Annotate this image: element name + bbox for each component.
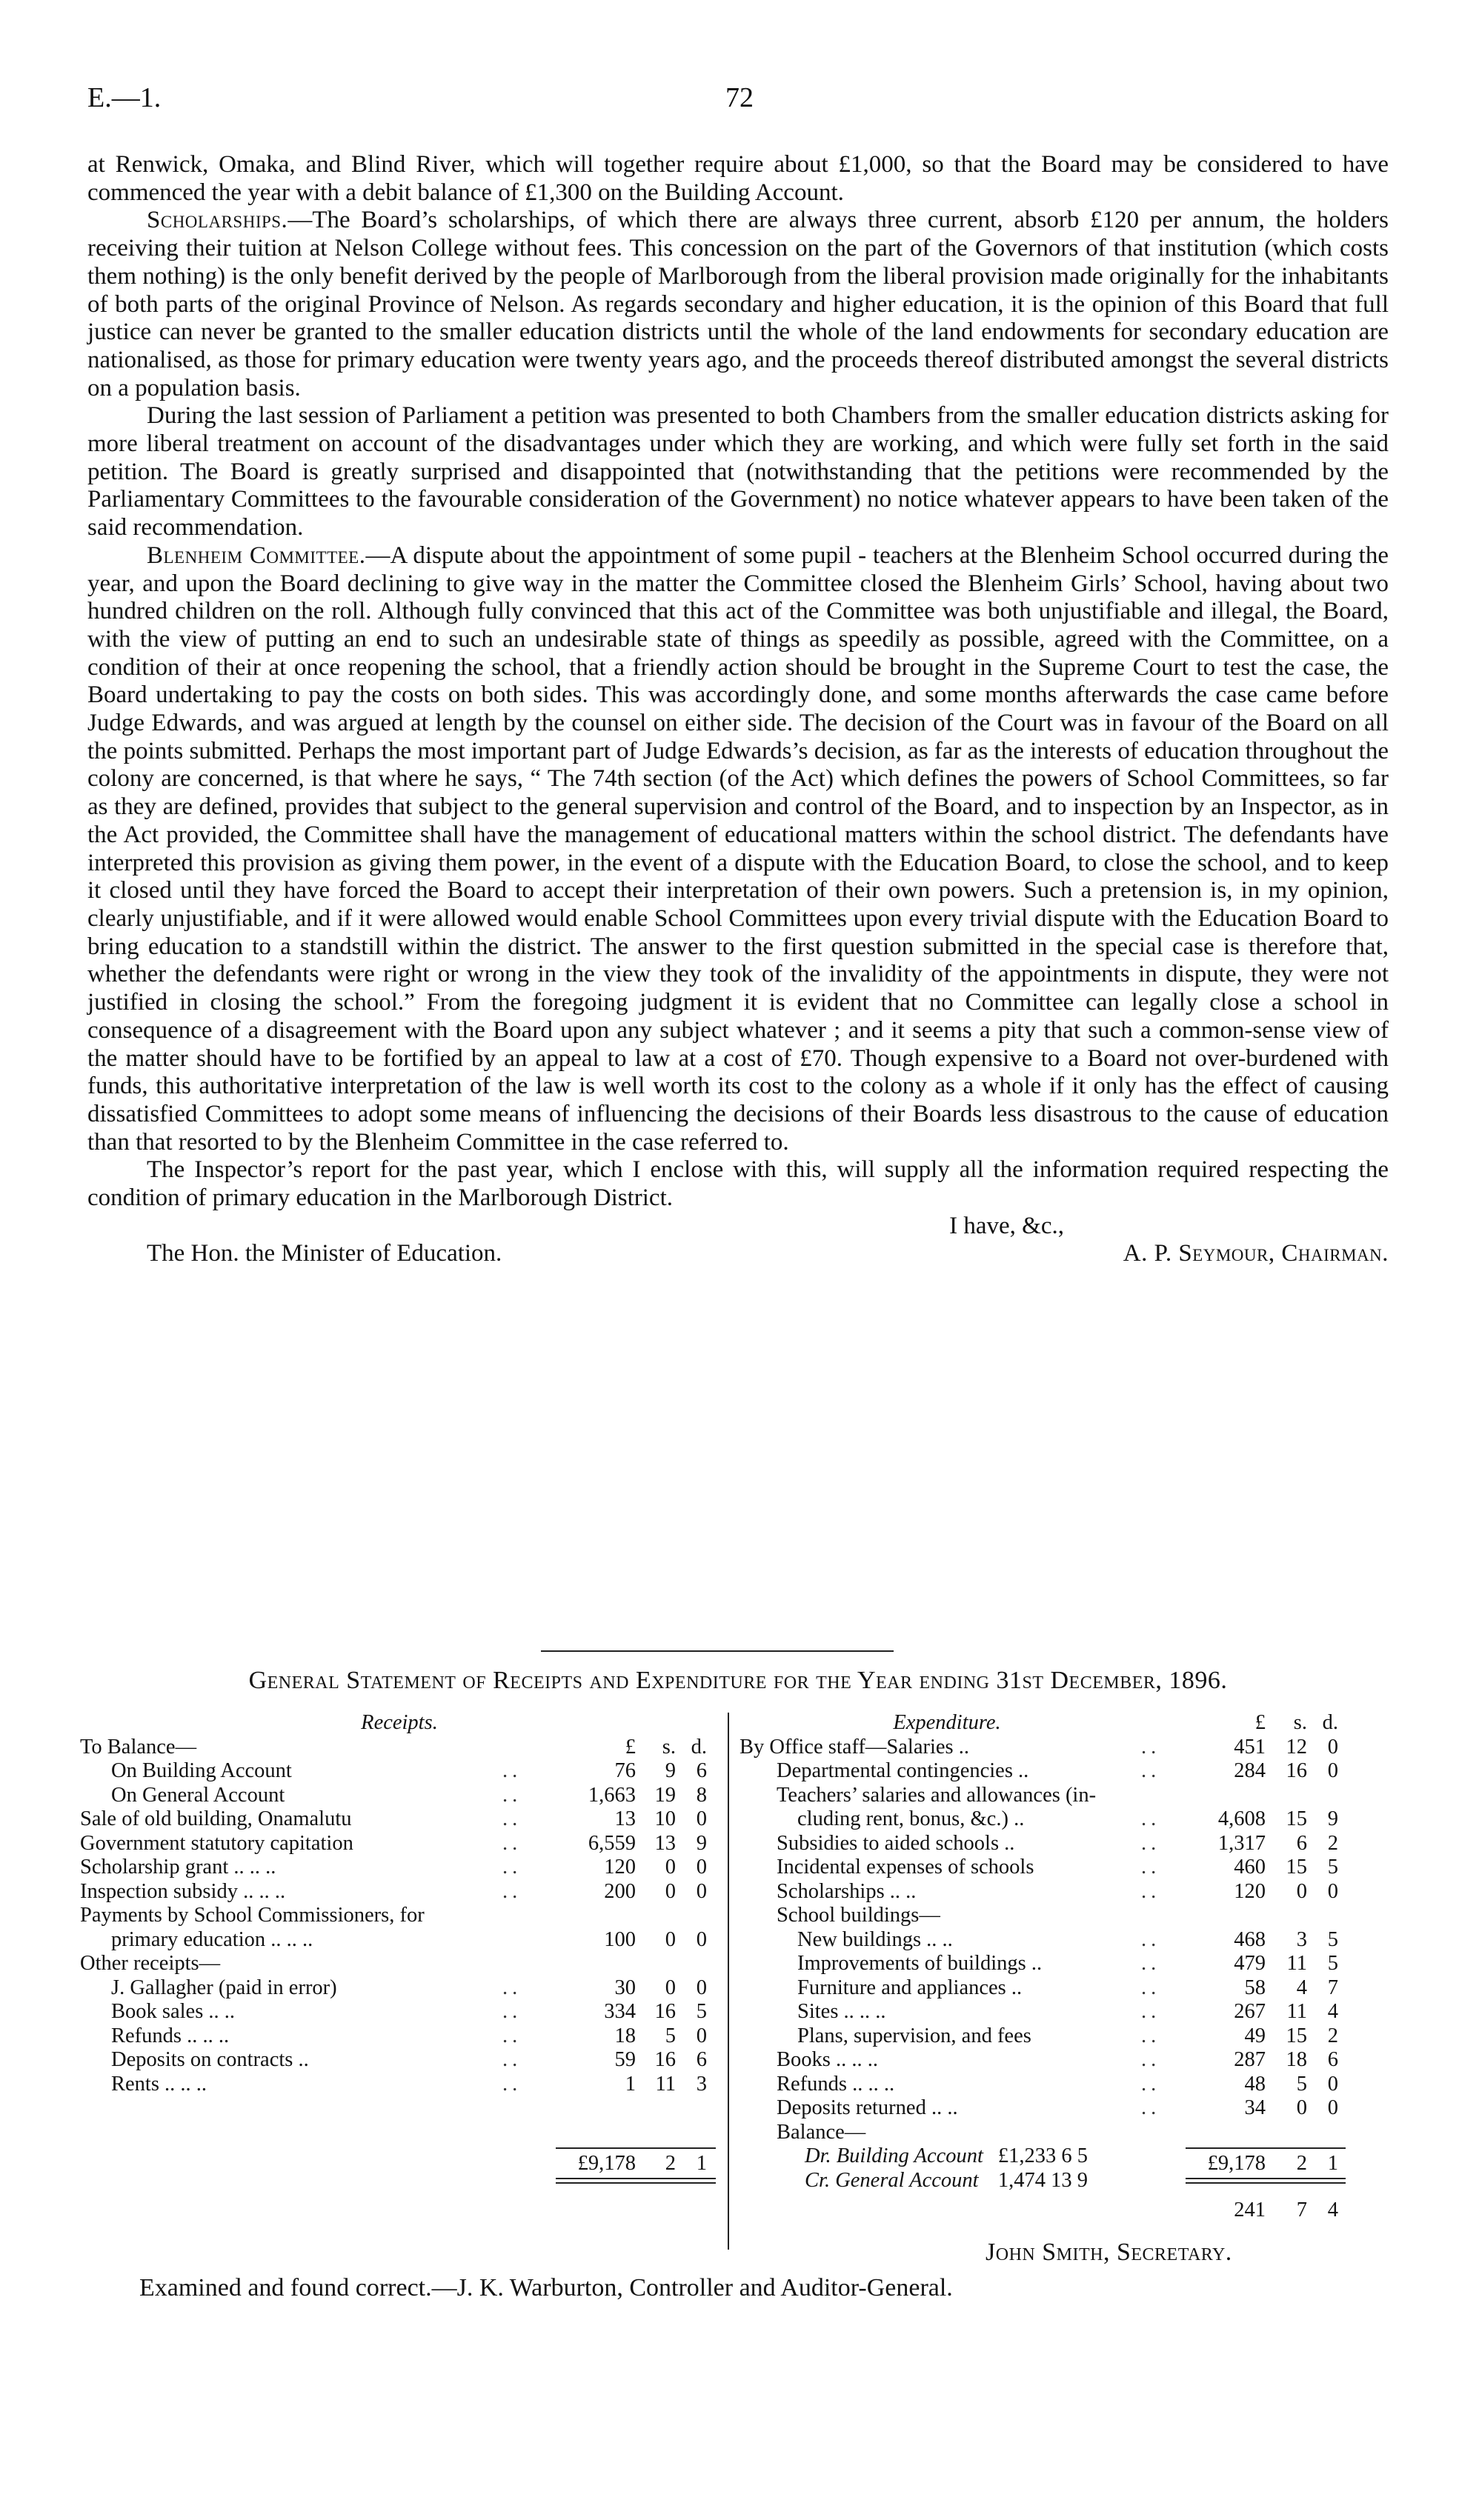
receipts-row-label: Other receipts—	[80, 1952, 221, 1975]
leader-dots: ..	[1141, 2048, 1161, 2071]
expenditure-amount-shillings: 11	[1286, 1952, 1307, 1975]
double-rule	[556, 2178, 716, 2184]
receipts-row	[80, 2073, 719, 2097]
receipts-row	[80, 1904, 719, 1928]
receipts-amount-pounds: 1,663	[588, 1783, 636, 1807]
receipts-amount-pence: 0	[696, 1879, 707, 1903]
receipts-row-label: Refunds .. .. ..	[111, 2024, 230, 2047]
receipts-header-pounds: £	[625, 1735, 636, 1759]
receipts-amount-pounds: 1	[625, 2072, 636, 2096]
paragraph-building-account: at Renwick, Omaka, and Blind River, which will together require about £1,000, so that the Board may be considered to have commenced the year with a debit balance of £1,300 on the Building Account.	[87, 151, 1389, 206]
leader-dots: ..	[1141, 1831, 1161, 1855]
expenditure-amount-pounds: 468	[1234, 1927, 1266, 1951]
expenditure-row	[740, 1976, 1399, 2001]
leader-dots: ..	[502, 1879, 522, 1903]
leader-dots: ..	[1141, 1952, 1161, 1975]
expenditure-amount-pounds: 287	[1234, 2048, 1266, 2071]
expenditure-row-label: Subsidies to aided schools ..	[777, 1831, 1015, 1855]
balance-total-pence: 4	[1327, 2199, 1338, 2221]
expenditure-amount-shillings: 16	[1286, 1759, 1307, 1782]
expenditure-amount-pence: 5	[1327, 1927, 1338, 1951]
expenditure-amount-shillings: 0	[1296, 2096, 1307, 2119]
expenditure-amount-shillings: 18	[1286, 2048, 1307, 2071]
leader-dots: ..	[502, 1831, 522, 1855]
expenditure-amount-pounds: 284	[1234, 1759, 1266, 1782]
expenditure-row-label: cluding rent, bonus, &c.) ..	[797, 1807, 1025, 1830]
expenditure-row	[740, 2096, 1399, 2121]
expenditure-header-shillings: s.	[1293, 1711, 1307, 1734]
receipts-row-label: Book sales .. ..	[111, 2000, 236, 2023]
expenditure-amount-shillings: 11	[1286, 2000, 1307, 2023]
leader-dots: ..	[502, 1976, 522, 1999]
expenditure-header-pounds: £	[1254, 1711, 1266, 1734]
receipts-amount-pence: 0	[696, 1976, 707, 1999]
receipts-row	[80, 1880, 719, 1904]
receipts-row	[80, 2024, 719, 2049]
leader-dots: ..	[1141, 1759, 1161, 1782]
receipts-amount-pence: 9	[696, 1831, 707, 1855]
paragraph-blenheim-committee: Blenheim Committee.—A dispute about the appointment of some pupil - teachers at the Blenheim School occurred during the year, and upon the Board declining to give way in the matter the Committee closed the Blenheim Girls’ School, having about two hundred children on the roll. Although fully convinced that this act of the Committee was both unjustifiable and illegal, the Board, with the view of putting an end to such an undesirable state of things as speedily as possible, agreed with the Committee, on a condition of their at once reopening the school, that a friendly action should be brought in the Supreme Court to test the case, the Board undertaking to pay the costs on both sides. This was accordingly done, and some months afterwards the case came before Judge Edwards, and was argued at length by the counsel on either side. The decision of the Court was in favour of the Board on all the points submitted. Perhaps the most important part of Judge Edwards’s decision, as far as the interests of education throughout the colony are concerned, is that where he says, “ The 74th section (of the Act) which defines the powers of School Committees, so far as they are defined, provides that subject to the general supervision and control of the Board, and to inspection by an Inspector, as in the Act provided, the Committee shall have the management of educational matters within the school district. The defendants have interpreted this provision as giving them power, in the event of a dispute with the Education Board, to close the school, and to keep it closed until they have forced the Board to accept their interpretation of their own powers. Such a pretension is, in my opinion, clearly unjustifiable, and if it were allowed would enable School Committees upon every trivial dispute with the Education Board to bring education to a standstill within the district. The answer to the first question submitted in the special case is therefore that, whether the defendants were right or wrong in the view they took of the invalidity of the appointments in dispute, they were not justified in closing the school.” From the foregoing judgment it is evident that no Committee can legally close a school in consequence of a disagreement with the Board upon any subject whatever ; and it seems a pity that such a common-sense view of the matter should have to be fortified by an appeal to law at a cost of £70. Though expensive to a Board not over-burdened with funds, this authoritative interpretation of the law is well worth its cost to the colony as a whole if it only has the effect of causing dissatisfied Committees to adopt some means of influencing the decisions of their Boards less disastrous to the cause of education than that resorted to by the Blenheim Committee in the case referred to.	[87, 541, 1389, 1156]
receipts-amount-shillings: 0	[665, 1879, 676, 1903]
section-heading: Scholarships.	[147, 207, 288, 234]
expenditure-header-pence: d.	[1322, 1711, 1338, 1734]
receipts-amount-pounds: 6,559	[588, 1831, 636, 1855]
receipts-amount-pence: 3	[696, 2072, 707, 2096]
balance-detail-amount: £1,233 6 5	[997, 2144, 1088, 2167]
receipts-amount-shillings: 0	[665, 1927, 676, 1951]
receipts-row	[80, 1759, 719, 1784]
receipts-row-label: On General Account	[111, 1783, 285, 1807]
receipts-amount-shillings: 16	[654, 2000, 676, 2023]
receipts-total-pounds: £9,178	[577, 2152, 636, 2175]
statement-table	[80, 1711, 1399, 2244]
page-number: 72	[725, 82, 754, 113]
expenditure-amount-pounds: 479	[1234, 1952, 1266, 1975]
expenditure-total	[740, 2152, 1399, 2176]
balance-total	[740, 2199, 1399, 2223]
expenditure-row-label: Balance—	[777, 2120, 866, 2144]
receipts-row-label: J. Gallagher (paid in error)	[111, 1976, 337, 1999]
receipts-heading: Receipts.	[361, 1711, 438, 1734]
expenditure-row	[740, 1807, 1399, 1832]
receipts-row	[80, 1807, 719, 1832]
receipts-amount-pounds: 18	[614, 2024, 636, 2047]
receipts-row-label: Deposits on contracts ..	[111, 2048, 309, 2071]
expenditure-amount-shillings: 15	[1286, 1856, 1307, 1879]
expenditure-amount-pounds: 58	[1244, 1976, 1266, 1999]
leader-dots: ..	[1141, 2072, 1161, 2096]
expenditure-amount-pounds: 120	[1234, 1879, 1266, 1903]
expenditure-amount-pounds: 460	[1234, 1856, 1266, 1879]
leader-dots: ..	[1141, 1856, 1161, 1879]
expenditure-row	[740, 2073, 1399, 2097]
expenditure-amount-shillings: 6	[1296, 1831, 1307, 1855]
expenditure-amount-pence: 5	[1327, 1856, 1338, 1879]
expenditure-amount-pounds: 1,317	[1217, 1831, 1266, 1855]
expenditure-row	[740, 1759, 1399, 1784]
balance-total-shillings: 7	[1296, 2199, 1307, 2221]
leader-dots: ..	[502, 1856, 522, 1879]
expenditure-amount-pence: 9	[1327, 1807, 1338, 1830]
expenditure-total-pounds: £9,178	[1207, 2152, 1266, 2175]
receipts-amount-shillings: 13	[654, 1831, 676, 1855]
expenditure-total-shillings: 2	[1296, 2152, 1307, 2175]
leader-dots: ..	[502, 2000, 522, 2023]
receipts-amount-shillings: 16	[654, 2048, 676, 2071]
receipts-amount-pounds: 200	[604, 1879, 636, 1903]
expenditure-row	[740, 1880, 1399, 1904]
receipts-row	[80, 1928, 719, 1953]
receipts-amount-pounds: 30	[614, 1976, 636, 1999]
leader-dots: ..	[502, 2024, 522, 2047]
expenditure-row	[740, 1856, 1399, 1880]
double-rule	[1186, 2178, 1346, 2184]
expenditure-row-label: Teachers’ salaries and allowances (in-	[777, 1783, 1097, 1807]
expenditure-row	[740, 1904, 1399, 1928]
expenditure-row-label: Scholarships .. ..	[777, 1879, 917, 1903]
expenditure-amount-shillings: 4	[1296, 1976, 1307, 1999]
expenditure-row	[740, 1952, 1399, 1976]
receipts-row	[80, 1832, 719, 1856]
expenditure-amount-shillings: 15	[1286, 1807, 1307, 1830]
receipts-row-label: Government statutory capitation	[80, 1831, 353, 1855]
statement-title: General Statement of Receipts and Expenditure for the Year ending 31st December, 1896.	[248, 1667, 1228, 1694]
receipts-amount-shillings: 0	[665, 1976, 676, 1999]
expenditure-amount-pounds: 4,608	[1217, 1807, 1266, 1830]
expenditure-amount-pounds: 451	[1234, 1735, 1266, 1759]
expenditure-heading: Expenditure.	[893, 1711, 1001, 1734]
receipts-header-pence: d.	[691, 1735, 707, 1759]
receipts-amount-pounds: 76	[614, 1759, 636, 1782]
receipts-row-label: Payments by School Commissioners, for	[80, 1904, 425, 1927]
receipts-amount-pence: 0	[696, 2024, 707, 2047]
section-heading: Blenheim Committee.	[147, 541, 366, 569]
receipts-row-label: primary education .. .. ..	[111, 1927, 313, 1951]
receipts-amount-shillings: 5	[665, 2024, 676, 2047]
expenditure-amount-pence: 0	[1327, 2096, 1338, 2119]
expenditure-row-label: New buildings .. ..	[797, 1927, 953, 1951]
auditor-note: Examined and found correct.—J. K. Warburton, Controller and Auditor-General.	[139, 2274, 953, 2301]
receipts-amount-pence: 0	[696, 1807, 707, 1830]
receipts-amount-pounds: 120	[604, 1856, 636, 1879]
expenditure-row	[740, 2048, 1399, 2073]
expenditure-row	[740, 2024, 1399, 2049]
receipts-row-label: Rents .. .. ..	[111, 2072, 207, 2096]
receipts-amount-shillings: 19	[654, 1783, 676, 1807]
expenditure-row-label: Sites .. .. ..	[797, 2000, 886, 2023]
leader-dots: ..	[1141, 1807, 1161, 1830]
receipts-amount-pence: 8	[696, 1783, 707, 1807]
expenditure-amount-pence: 2	[1327, 1831, 1338, 1855]
expenditure-amount-pence: 0	[1327, 2072, 1338, 2096]
balance-detail-label: Cr. General Account	[805, 2168, 979, 2192]
expenditure-row-label: Plans, supervision, and fees	[797, 2024, 1031, 2047]
expenditure-amount-pence: 0	[1327, 1759, 1338, 1782]
secretary-signature: John Smith, Secretary.	[986, 2239, 1232, 2266]
expenditure-row-label: Books .. .. ..	[777, 2048, 878, 2071]
expenditure-row-label: Furniture and appliances ..	[797, 1976, 1023, 1999]
expenditure-amount-shillings: 12	[1286, 1735, 1307, 1759]
expenditure-amount-pence: 5	[1327, 1952, 1338, 1975]
receipts-amount-shillings: 11	[655, 2072, 676, 2096]
receipts-amount-pounds: 100	[604, 1927, 636, 1951]
expenditure-row-label: By Office staff—Salaries ..	[740, 1735, 969, 1759]
expenditure-row	[740, 1928, 1399, 1953]
expenditure-amount-pounds: 267	[1234, 2000, 1266, 2023]
receipts-row	[80, 2000, 719, 2024]
leader-dots: ..	[502, 1807, 522, 1830]
expenditure-amount-shillings: 0	[1296, 1879, 1307, 1903]
receipts-amount-pounds: 334	[604, 2000, 636, 2023]
receipts-amount-shillings: 9	[665, 1759, 676, 1782]
receipts-row-label: Sale of old building, Onamalutu	[80, 1807, 352, 1830]
expenditure-row	[740, 1736, 1399, 1760]
leader-dots: ..	[1141, 2096, 1161, 2119]
leader-dots: ..	[502, 1759, 522, 1782]
leader-dots: ..	[1141, 1735, 1161, 1759]
expenditure-amount-pounds: 49	[1244, 2024, 1266, 2047]
receipts-currency-header	[80, 1736, 719, 1760]
balance-detail-amount: 1,474 13 9	[997, 2168, 1088, 2192]
expenditure-amount-pence: 7	[1327, 1976, 1338, 1999]
receipts-row-label: Inspection subsidy .. .. ..	[80, 1879, 286, 1903]
expenditure-amount-pence: 0	[1327, 1879, 1338, 1903]
total-rule	[1186, 2147, 1346, 2149]
paragraph-scholarships: Scholarships.—The Board’s scholarships, of which there are always three current, absorb £120 per annum, the holders receiving their tuition at Nelson College without fees. This concession on the part of the Governors of that institution (which costs them nothing) is the only benefit derived by the people of Marlborough from the liberal provision made originally for the inhabitants of both parts of the original Province of Nelson. As regards secondary and higher education, it is the opinion of this Board that full justice can never be granted to the smaller education districts until the whole of the land endowments for secondary education are nationalised, as those for primary education were twenty years ago, and the proceeds thereof distributed amongst the several districts on a population basis.	[87, 207, 1389, 401]
expenditure-amount-shillings: 3	[1296, 1927, 1307, 1951]
expenditure-row	[740, 1832, 1399, 1856]
receipts-row	[80, 1856, 719, 1880]
receipts-total-pence: 1	[696, 2152, 707, 2175]
receipts-amount-shillings: 10	[654, 1807, 676, 1830]
receipts-row	[80, 1952, 719, 1976]
expenditure-row	[740, 2000, 1399, 2024]
receipts-amount-pounds: 59	[614, 2048, 636, 2071]
leader-dots: ..	[1141, 1976, 1161, 1999]
receipts-amount-shillings: 0	[665, 1856, 676, 1879]
receipts-header-shillings: s.	[662, 1735, 676, 1759]
leader-dots: ..	[1141, 1927, 1161, 1951]
expenditure-row-label: Deposits returned .. ..	[777, 2096, 958, 2119]
expenditure-amount-pounds: 34	[1244, 2096, 1266, 2119]
leader-dots: ..	[502, 2072, 522, 2096]
expenditure-currency-header	[740, 1711, 1399, 1736]
signatory: A. P. Seymour, Chairman.	[1123, 1240, 1389, 1267]
expenditure-amount-pence: 6	[1327, 2048, 1338, 2071]
receipts-amount-pounds: 13	[614, 1807, 636, 1830]
expenditure-amount-pence: 4	[1327, 2000, 1338, 2023]
expenditure-amount-shillings: 15	[1286, 2024, 1307, 2047]
receipts-amount-pence: 0	[696, 1927, 707, 1951]
divider	[541, 1650, 894, 1652]
total-rule	[556, 2147, 716, 2149]
leader-dots: ..	[1141, 1879, 1161, 1903]
closing-phrase: I have, &c.,	[949, 1212, 1064, 1239]
receipts-amount-pence: 6	[696, 2048, 707, 2071]
paragraph-inspector-report: The Inspector’s report for the past year, which I enclose with this, will supply all the information required respecting the condition of primary education in the Marlborough District.	[87, 1156, 1389, 1212]
expenditure-row	[740, 2121, 1399, 2145]
balance-total-pounds: 241	[1234, 2199, 1266, 2221]
receipts-row	[80, 2048, 719, 2073]
receipts-amount-pence: 5	[696, 2000, 707, 2023]
receipts-amount-pence: 6	[696, 1759, 707, 1782]
receipts-row-label: On Building Account	[111, 1759, 292, 1782]
receipts-total-shillings: 2	[665, 2152, 676, 2175]
expenditure-total-pence: 1	[1327, 2152, 1338, 2175]
leader-dots: ..	[1141, 2000, 1161, 2023]
expenditure-amount-pounds: 48	[1244, 2072, 1266, 2096]
receipts-row-label: Scholarship grant .. .. ..	[80, 1856, 276, 1879]
expenditure-row-label: School buildings—	[777, 1904, 940, 1927]
addressee: The Hon. the Minister of Education.	[147, 1240, 502, 1267]
expenditure-row	[740, 1784, 1399, 1808]
leader-dots: ..	[502, 1783, 522, 1807]
paragraph-petition: During the last session of Parliament a petition was presented to both Chambers from the smaller education districts asking for more liberal treatment on account of the disadvantages under which they are working, and which were fully set forth in the said petition. The Board is greatly surprised and disappointed that (notwithstanding that the petitions were recommended by the Parliamentary Committees to the favourable consideration of the Government) no notice whatever appears to have been taken of the said recommendation.	[87, 402, 1389, 541]
leader-dots: ..	[1141, 2024, 1161, 2047]
expenditure-amount-shillings: 5	[1296, 2072, 1307, 2096]
expenditure-row-label: Improvements of buildings ..	[797, 1952, 1043, 1975]
receipts-row	[80, 1784, 719, 1808]
letter-closing	[87, 1213, 1389, 1268]
report-code: E.—1.	[87, 82, 162, 113]
expenditure-row-label: Refunds .. .. ..	[777, 2072, 895, 2096]
expenditure-amount-pence: 0	[1327, 1735, 1338, 1759]
balance-detail-label: Dr. Building Account	[805, 2144, 983, 2167]
receipts-amount-pence: 0	[696, 1856, 707, 1879]
receipts-row	[80, 1976, 719, 2001]
expenditure-row-label: Departmental contingencies ..	[777, 1759, 1029, 1782]
expenditure-amount-pence: 2	[1327, 2024, 1338, 2047]
report-body	[87, 151, 1389, 1268]
receipts-total	[80, 2152, 719, 2176]
leader-dots: ..	[502, 2048, 522, 2071]
receipts-row-label: To Balance—	[80, 1735, 197, 1759]
expenditure-row-label: Incidental expenses of schools	[777, 1856, 1034, 1879]
